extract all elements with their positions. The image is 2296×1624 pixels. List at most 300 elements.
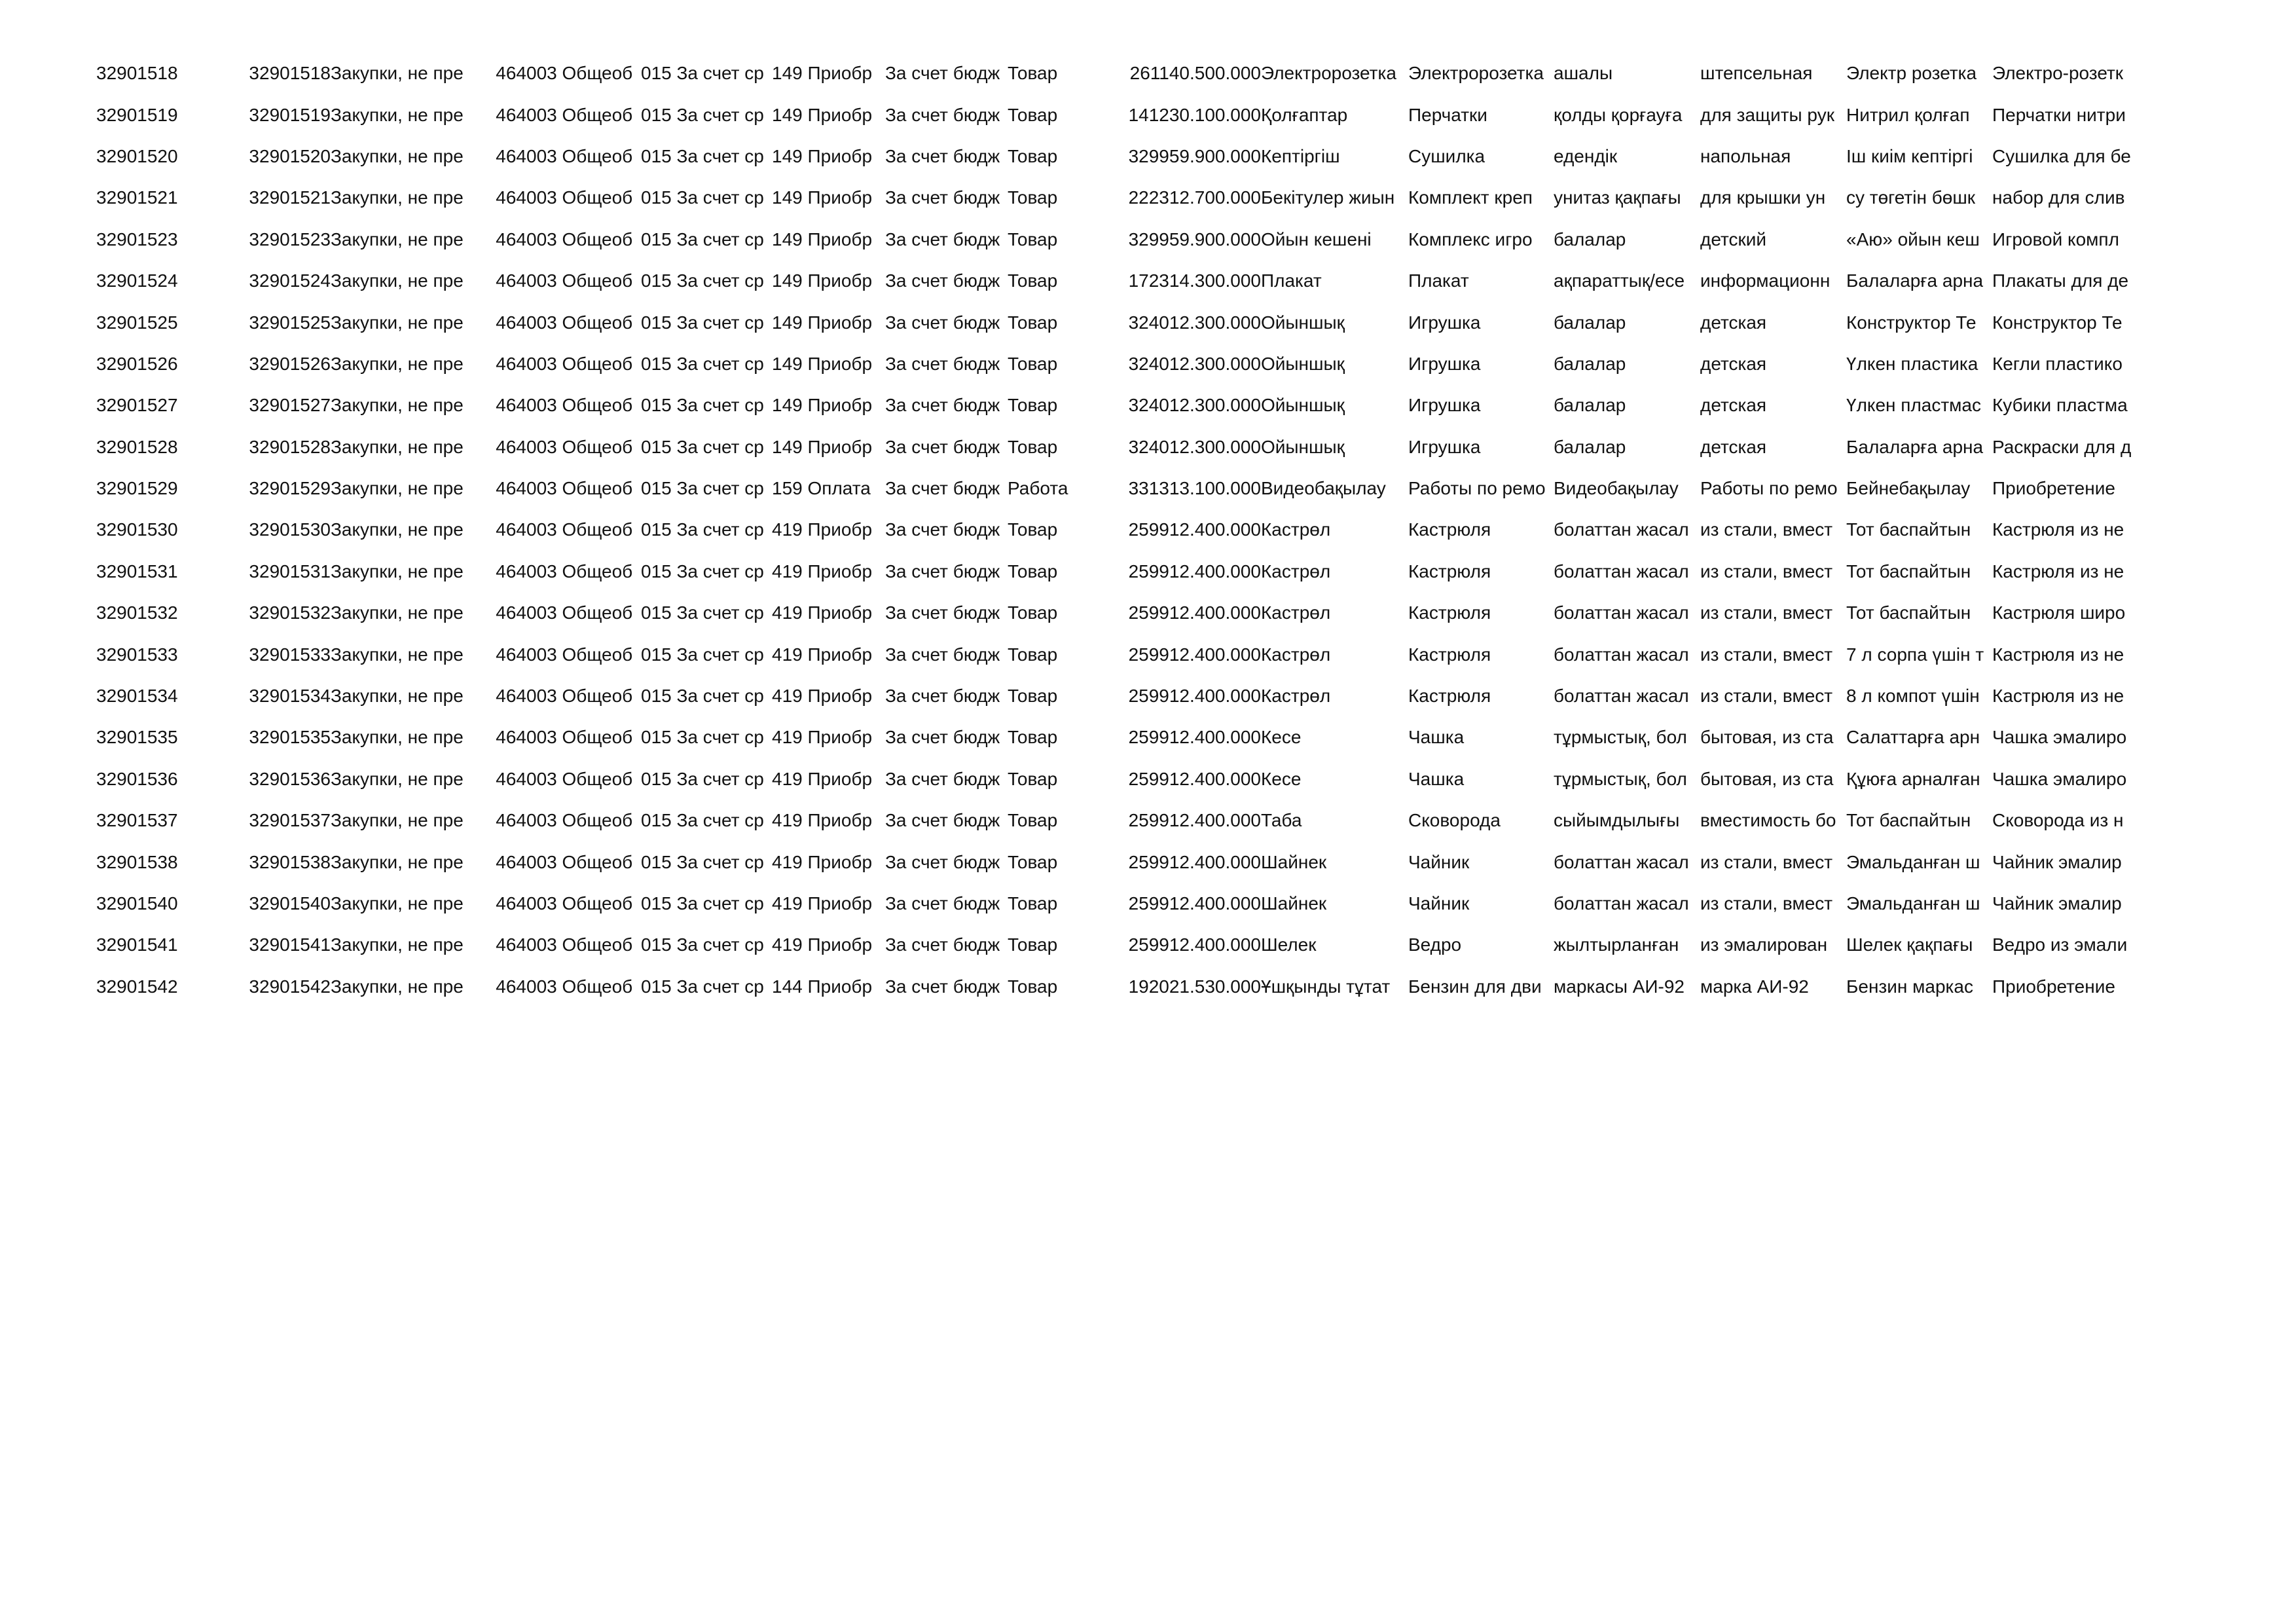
cell-function: 003 Общеоб	[526, 768, 633, 789]
cell-desc-kz: Бейнебақылау	[1846, 478, 1971, 499]
table-row	[96, 509, 2138, 550]
cell-desc-ru: Кастрюля из не	[1992, 686, 2124, 707]
cell-function: 003 Общеоб	[526, 561, 633, 581]
cell-desc-kz: Шелек қақпағы	[1846, 934, 1973, 955]
cell-name-ru: Игрушка	[1408, 395, 1481, 416]
cell-admin-code: 464	[496, 976, 526, 997]
cell-admin-code: 464	[496, 353, 526, 374]
cell-char-kz: балалар	[1554, 353, 1626, 374]
cell-name-ru: Ведро	[1408, 934, 1462, 955]
cell-admin-code: 464	[496, 768, 526, 789]
cell-char-ru: вместимость бо	[1700, 810, 1836, 831]
cell-name-ru: Комплекс игро	[1408, 229, 1533, 249]
cell-char-kz: болаттан жасал	[1554, 644, 1689, 665]
cell-source: За счет бюдж	[885, 561, 1000, 581]
cell-function: 003 Общеоб	[526, 436, 633, 457]
cell-source: За счет бюдж	[885, 810, 1000, 831]
table-row	[96, 924, 2138, 965]
cell-char-ru: для защиты рук	[1700, 104, 1834, 125]
cell-procurement-type: Закупки, не пре	[331, 851, 464, 872]
cell-procurement-type: Закупки, не пре	[331, 187, 464, 208]
cell-desc-ru: Кастрюля из не	[1992, 561, 2124, 581]
cell-source: За счет бюдж	[885, 602, 1000, 623]
cell-subject-type: Товар	[1008, 602, 1058, 623]
cell-name-ru: Игрушка	[1408, 312, 1481, 333]
cell-function: 003 Общеоб	[526, 145, 633, 166]
cell-specifics: 149 Приобр	[772, 353, 873, 374]
cell-ktru-code: 331313.100.000	[1128, 478, 1261, 499]
cell-function: 003 Общеоб	[526, 478, 633, 499]
cell-function: 003 Общеоб	[526, 312, 633, 333]
cell-ktru-code: 259912.400.000	[1128, 893, 1261, 913]
cell-source: За счет бюдж	[885, 519, 1000, 540]
cell-name-ru: Чашка	[1408, 727, 1465, 748]
cell-specifics: 149 Приобр	[772, 187, 873, 208]
cell-name-ru: Игрушка	[1408, 353, 1481, 374]
cell-name-ru: Кастрюля	[1408, 561, 1491, 581]
cell-desc-kz: Нитрил қолғап	[1846, 104, 1970, 125]
cell-funding: 015 За счет ср	[641, 104, 764, 125]
cell-subject-type: Товар	[1008, 63, 1058, 84]
cell-desc-ru: набор для слив	[1992, 187, 2125, 208]
cell-desc-ru: Кегли пластико	[1992, 353, 2123, 374]
cell-lot-id: 32901537	[249, 810, 331, 831]
cell-admin-code: 464	[496, 145, 526, 166]
cell-desc-kz: Балаларға арна	[1846, 270, 1984, 291]
cell-lot-id: 32901540	[249, 893, 331, 913]
cell-id: 32901535	[96, 727, 178, 748]
cell-procurement-type: Закупки, не пре	[331, 395, 464, 416]
cell-subject-type: Товар	[1008, 353, 1058, 374]
cell-funding: 015 За счет ср	[641, 561, 764, 581]
cell-id: 32901540	[96, 893, 178, 913]
cell-desc-ru: Чайник эмалир	[1992, 851, 2122, 872]
cell-lot-id: 32901535	[249, 727, 331, 748]
cell-ktru-code: 259912.400.000	[1128, 810, 1261, 831]
cell-function: 003 Общеоб	[526, 644, 633, 665]
cell-specifics: 159 Оплата	[772, 478, 871, 499]
cell-name-kz: Видеобақылау	[1261, 478, 1386, 499]
cell-source: За счет бюдж	[885, 312, 1000, 333]
cell-function: 003 Общеоб	[526, 727, 633, 748]
cell-source: За счет бюдж	[885, 63, 1000, 84]
cell-desc-kz: Тот баспайтын	[1846, 602, 1971, 623]
cell-name-ru: Кастрюля	[1408, 644, 1491, 665]
cell-lot-id: 32901538	[249, 851, 331, 872]
cell-desc-ru: Кастрюля из не	[1992, 644, 2124, 665]
cell-ktru-code: 324012.300.000	[1128, 395, 1261, 416]
cell-char-ru: детская	[1700, 312, 1767, 333]
cell-ktru-code: 172314.300.000	[1128, 270, 1261, 291]
cell-char-ru: из стали, вмест	[1700, 602, 1833, 623]
cell-funding: 015 За счет ср	[641, 353, 764, 374]
cell-lot-id: 32901520	[249, 145, 331, 166]
table-row	[96, 966, 2138, 1007]
table-row	[96, 94, 2138, 135]
cell-funding: 015 За счет ср	[641, 478, 764, 499]
cell-function: 003 Общеоб	[526, 270, 633, 291]
cell-admin-code: 464	[496, 187, 526, 208]
cell-admin-code: 464	[496, 727, 526, 748]
cell-name-kz: Кесе	[1261, 768, 1302, 789]
cell-char-ru: из стали, вмест	[1700, 561, 1833, 581]
cell-char-ru: детский	[1700, 229, 1767, 249]
cell-char-kz: тұрмыстық, бол	[1554, 727, 1687, 748]
cell-char-ru: из стали, вмест	[1700, 686, 1833, 707]
cell-admin-code: 464	[496, 229, 526, 249]
cell-char-kz: ашалы	[1554, 63, 1613, 84]
cell-char-kz: ақпараттық/есе	[1554, 270, 1685, 291]
cell-specifics: 419 Приобр	[772, 644, 873, 665]
cell-ktru-code: 324012.300.000	[1128, 436, 1261, 457]
cell-desc-kz: Электр розетка	[1846, 63, 1977, 84]
cell-id: 32901523	[96, 229, 178, 249]
cell-desc-ru: Ведро из эмали	[1992, 934, 2128, 955]
cell-source: За счет бюдж	[885, 353, 1000, 374]
cell-id: 32901536	[96, 768, 178, 789]
cell-specifics: 149 Приобр	[772, 145, 873, 166]
cell-specifics: 419 Приобр	[772, 519, 873, 540]
cell-specifics: 149 Приобр	[772, 312, 873, 333]
cell-name-kz: Ойыншық	[1261, 353, 1345, 374]
cell-funding: 015 За счет ср	[641, 768, 764, 789]
cell-char-kz: тұрмыстық, бол	[1554, 768, 1687, 789]
table-row	[96, 592, 2138, 633]
cell-function: 003 Общеоб	[526, 602, 633, 623]
cell-name-kz: Кастрөл	[1261, 644, 1331, 665]
cell-funding: 015 За счет ср	[641, 602, 764, 623]
cell-ktru-code: 261140.500.000	[1129, 63, 1261, 84]
cell-id: 32901541	[96, 934, 178, 955]
cell-function: 003 Общеоб	[526, 395, 633, 416]
cell-char-kz: балалар	[1554, 436, 1626, 457]
cell-admin-code: 464	[496, 810, 526, 831]
cell-subject-type: Товар	[1008, 934, 1058, 955]
cell-admin-code: 464	[496, 104, 526, 125]
cell-name-ru: Чайник	[1408, 893, 1470, 913]
cell-name-ru: Комплект креп	[1408, 187, 1533, 208]
cell-procurement-type: Закупки, не пре	[331, 644, 464, 665]
cell-char-ru: детская	[1700, 395, 1767, 416]
cell-desc-kz: 8 л компот үшін	[1846, 686, 1980, 707]
cell-procurement-type: Закупки, не пре	[331, 810, 464, 831]
cell-lot-id: 32901542	[249, 976, 331, 997]
cell-name-kz: Таба	[1261, 810, 1302, 831]
cell-source: За счет бюдж	[885, 395, 1000, 416]
cell-source: За счет бюдж	[885, 934, 1000, 955]
cell-desc-kz: Балаларға арна	[1846, 436, 1984, 457]
cell-id: 32901529	[96, 478, 178, 499]
cell-name-kz: Кастрөл	[1261, 602, 1331, 623]
cell-funding: 015 За счет ср	[641, 810, 764, 831]
cell-name-ru: Чайник	[1408, 851, 1470, 872]
cell-subject-type: Товар	[1008, 644, 1058, 665]
cell-admin-code: 464	[496, 312, 526, 333]
cell-admin-code: 464	[496, 270, 526, 291]
cell-specifics: 419 Приобр	[772, 602, 873, 623]
cell-specifics: 419 Приобр	[772, 851, 873, 872]
cell-name-kz: Шелек	[1261, 934, 1317, 955]
cell-char-kz: қолды қорғауға	[1554, 104, 1683, 125]
cell-lot-id: 32901533	[249, 644, 331, 665]
cell-id: 32901528	[96, 436, 178, 457]
cell-subject-type: Товар	[1008, 976, 1058, 997]
cell-char-kz: балалар	[1554, 395, 1626, 416]
cell-id: 32901532	[96, 602, 178, 623]
cell-funding: 015 За счет ср	[641, 187, 764, 208]
cell-function: 003 Общеоб	[526, 63, 633, 84]
cell-desc-ru: Чашка эмалиро	[1992, 768, 2127, 789]
table-row	[96, 384, 2138, 426]
cell-specifics: 149 Приобр	[772, 270, 873, 291]
cell-id: 32901526	[96, 353, 178, 374]
cell-desc-ru: Плакаты для де	[1992, 270, 2129, 291]
cell-funding: 015 За счет ср	[641, 851, 764, 872]
cell-funding: 015 За счет ср	[641, 395, 764, 416]
cell-source: За счет бюдж	[885, 104, 1000, 125]
cell-desc-ru: Чайник эмалир	[1992, 893, 2122, 913]
table-row	[96, 800, 2138, 841]
cell-desc-kz: Тот баспайтын	[1846, 810, 1971, 831]
cell-lot-id: 32901523	[249, 229, 331, 249]
cell-procurement-type: Закупки, не пре	[331, 976, 464, 997]
cell-id: 32901531	[96, 561, 178, 581]
cell-char-kz: болаттан жасал	[1554, 686, 1689, 707]
cell-lot-id: 32901521	[249, 187, 331, 208]
cell-subject-type: Товар	[1008, 727, 1058, 748]
cell-id: 32901533	[96, 644, 178, 665]
cell-source: За счет бюдж	[885, 976, 1000, 997]
cell-funding: 015 За счет ср	[641, 63, 764, 84]
cell-subject-type: Товар	[1008, 436, 1058, 457]
cell-lot-id: 32901541	[249, 934, 331, 955]
cell-char-ru: из стали, вмест	[1700, 644, 1833, 665]
cell-name-kz: Ойыншық	[1261, 395, 1345, 416]
cell-name-ru: Игрушка	[1408, 436, 1481, 457]
cell-ktru-code: 259912.400.000	[1128, 768, 1261, 789]
cell-desc-ru: Конструктор Те	[1992, 312, 2123, 333]
cell-char-ru: из стали, вмест	[1700, 519, 1833, 540]
cell-lot-id: 32901534	[249, 686, 331, 707]
cell-funding: 015 За счет ср	[641, 893, 764, 913]
cell-ktru-code: 259912.400.000	[1128, 727, 1261, 748]
cell-char-ru: для крышки ун	[1700, 187, 1826, 208]
cell-source: За счет бюдж	[885, 893, 1000, 913]
table-row	[96, 675, 2138, 716]
cell-name-ru: Кастрюля	[1408, 686, 1491, 707]
cell-char-ru: информационн	[1700, 270, 1831, 291]
cell-admin-code: 464	[496, 436, 526, 457]
cell-source: За счет бюдж	[885, 727, 1000, 748]
table-row	[96, 136, 2138, 177]
cell-funding: 015 За счет ср	[641, 519, 764, 540]
cell-admin-code: 464	[496, 686, 526, 707]
cell-admin-code: 464	[496, 893, 526, 913]
cell-ktru-code: 192021.530.000	[1128, 976, 1261, 997]
cell-specifics: 419 Приобр	[772, 934, 873, 955]
cell-procurement-type: Закупки, не пре	[331, 519, 464, 540]
cell-procurement-type: Закупки, не пре	[331, 893, 464, 913]
cell-desc-kz: «Аю» ойын кеш	[1846, 229, 1980, 249]
cell-lot-id: 32901531	[249, 561, 331, 581]
cell-lot-id: 32901519	[249, 104, 331, 125]
cell-name-kz: Ойыншық	[1261, 436, 1345, 457]
cell-ktru-code: 259912.400.000	[1128, 686, 1261, 707]
cell-char-kz: жылтырланған	[1554, 934, 1679, 955]
cell-desc-kz: Салаттарға арн	[1846, 727, 1980, 748]
cell-name-kz: Ұшқынды тұтат	[1261, 976, 1391, 997]
cell-source: За счет бюдж	[885, 436, 1000, 457]
cell-name-ru: Перчатки	[1408, 104, 1487, 125]
cell-desc-kz: су төгетін бөшк	[1846, 187, 1976, 208]
cell-desc-kz: Тот баспайтын	[1846, 561, 1971, 581]
cell-desc-ru: Чашка эмалиро	[1992, 727, 2127, 748]
cell-id: 32901519	[96, 104, 178, 125]
cell-desc-ru: Сушилка для бе	[1992, 145, 2131, 166]
cell-char-ru: из эмалирован	[1700, 934, 1828, 955]
cell-char-ru: детская	[1700, 436, 1767, 457]
cell-admin-code: 464	[496, 561, 526, 581]
table-row	[96, 883, 2138, 924]
cell-lot-id: 32901518	[249, 63, 331, 84]
cell-desc-kz: Үлкен пластмас	[1846, 395, 1982, 416]
cell-subject-type: Товар	[1008, 768, 1058, 789]
cell-desc-kz: Тот баспайтын	[1846, 519, 1971, 540]
cell-specifics: 419 Приобр	[772, 810, 873, 831]
cell-subject-type: Работа	[1008, 478, 1068, 499]
cell-procurement-type: Закупки, не пре	[331, 312, 464, 333]
cell-desc-kz: Үлкен пластика	[1846, 353, 1978, 374]
cell-specifics: 149 Приобр	[772, 63, 873, 84]
cell-function: 003 Общеоб	[526, 810, 633, 831]
cell-name-kz: Кастрөл	[1261, 519, 1331, 540]
cell-procurement-type: Закупки, не пре	[331, 561, 464, 581]
cell-ktru-code: 222312.700.000	[1128, 187, 1261, 208]
cell-name-ru: Сковорода	[1408, 810, 1501, 831]
cell-subject-type: Товар	[1008, 395, 1058, 416]
cell-admin-code: 464	[496, 519, 526, 540]
cell-procurement-type: Закупки, не пре	[331, 63, 464, 84]
cell-id: 32901534	[96, 686, 178, 707]
cell-char-kz: болаттан жасал	[1554, 851, 1689, 872]
table-row	[96, 468, 2138, 509]
cell-subject-type: Товар	[1008, 104, 1058, 125]
cell-specifics: 149 Приобр	[772, 229, 873, 249]
cell-id: 32901537	[96, 810, 178, 831]
cell-procurement-type: Закупки, не пре	[331, 353, 464, 374]
cell-procurement-type: Закупки, не пре	[331, 229, 464, 249]
table-row	[96, 426, 2138, 468]
cell-subject-type: Товар	[1008, 810, 1058, 831]
cell-specifics: 149 Приобр	[772, 104, 873, 125]
table-row	[96, 177, 2138, 218]
cell-name-ru: Кастрюля	[1408, 602, 1491, 623]
cell-admin-code: 464	[496, 63, 526, 84]
cell-procurement-type: Закупки, не пре	[331, 768, 464, 789]
cell-lot-id: 32901527	[249, 395, 331, 416]
cell-char-ru: бытовая, из ста	[1700, 768, 1834, 789]
cell-funding: 015 За счет ср	[641, 934, 764, 955]
cell-funding: 015 За счет ср	[641, 270, 764, 291]
cell-name-ru: Кастрюля	[1408, 519, 1491, 540]
cell-specifics: 419 Приобр	[772, 686, 873, 707]
table-row	[96, 716, 2138, 758]
cell-name-kz: Кептіргіш	[1261, 145, 1340, 166]
cell-source: За счет бюдж	[885, 686, 1000, 707]
cell-admin-code: 464	[496, 851, 526, 872]
cell-funding: 015 За счет ср	[641, 145, 764, 166]
cell-char-kz: болаттан жасал	[1554, 561, 1689, 581]
cell-name-ru: Плакат	[1408, 270, 1469, 291]
cell-char-ru: марка АИ-92	[1700, 976, 1809, 997]
cell-source: За счет бюдж	[885, 851, 1000, 872]
cell-specifics: 419 Приобр	[772, 727, 873, 748]
cell-subject-type: Товар	[1008, 270, 1058, 291]
cell-source: За счет бюдж	[885, 270, 1000, 291]
cell-ktru-code: 259912.400.000	[1128, 934, 1261, 955]
cell-desc-kz: Құюға арналған	[1846, 768, 1980, 789]
cell-lot-id: 32901524	[249, 270, 331, 291]
cell-name-ru: Бензин для дви	[1408, 976, 1542, 997]
cell-desc-kz: Эмальданған ш	[1846, 851, 1980, 872]
cell-subject-type: Товар	[1008, 893, 1058, 913]
cell-admin-code: 464	[496, 478, 526, 499]
cell-char-kz: Видеобақылау	[1554, 478, 1679, 499]
cell-char-kz: болаттан жасал	[1554, 519, 1689, 540]
cell-ktru-code: 259912.400.000	[1128, 519, 1261, 540]
cell-admin-code: 464	[496, 644, 526, 665]
cell-specifics: 149 Приобр	[772, 395, 873, 416]
cell-procurement-type: Закупки, не пре	[331, 270, 464, 291]
cell-lot-id: 32901530	[249, 519, 331, 540]
cell-source: За счет бюдж	[885, 644, 1000, 665]
cell-char-ru: бытовая, из ста	[1700, 727, 1834, 748]
cell-char-ru: детская	[1700, 353, 1767, 374]
cell-char-kz: балалар	[1554, 229, 1626, 249]
table-body	[96, 52, 2138, 1007]
cell-source: За счет бюдж	[885, 768, 1000, 789]
cell-name-ru: Сушилка	[1408, 145, 1485, 166]
cell-admin-code: 464	[496, 934, 526, 955]
cell-name-kz: Кесе	[1261, 727, 1302, 748]
cell-id: 32901520	[96, 145, 178, 166]
cell-ktru-code: 324012.300.000	[1128, 312, 1261, 333]
cell-procurement-type: Закупки, не пре	[331, 145, 464, 166]
cell-ktru-code: 259912.400.000	[1128, 602, 1261, 623]
cell-char-kz: болаттан жасал	[1554, 602, 1689, 623]
table-row	[96, 758, 2138, 800]
cell-ktru-code: 259912.400.000	[1128, 644, 1261, 665]
cell-name-kz: Кастрөл	[1261, 686, 1331, 707]
cell-lot-id: 32901536	[249, 768, 331, 789]
cell-subject-type: Товар	[1008, 519, 1058, 540]
cell-procurement-type: Закупки, не пре	[331, 727, 464, 748]
cell-specifics: 149 Приобр	[772, 436, 873, 457]
cell-function: 003 Общеоб	[526, 976, 633, 997]
cell-name-kz: Электророзетка	[1261, 63, 1396, 84]
cell-id: 32901542	[96, 976, 178, 997]
cell-admin-code: 464	[496, 395, 526, 416]
cell-id: 32901527	[96, 395, 178, 416]
cell-desc-kz: Конструктор Те	[1846, 312, 1977, 333]
cell-name-ru: Электророзетка	[1408, 63, 1544, 84]
cell-id: 32901530	[96, 519, 178, 540]
cell-subject-type: Товар	[1008, 312, 1058, 333]
cell-specifics: 144 Приобр	[772, 976, 873, 997]
cell-funding: 015 За счет ср	[641, 686, 764, 707]
cell-name-kz: Қолғаптар	[1261, 104, 1348, 125]
cell-specifics: 419 Приобр	[772, 561, 873, 581]
